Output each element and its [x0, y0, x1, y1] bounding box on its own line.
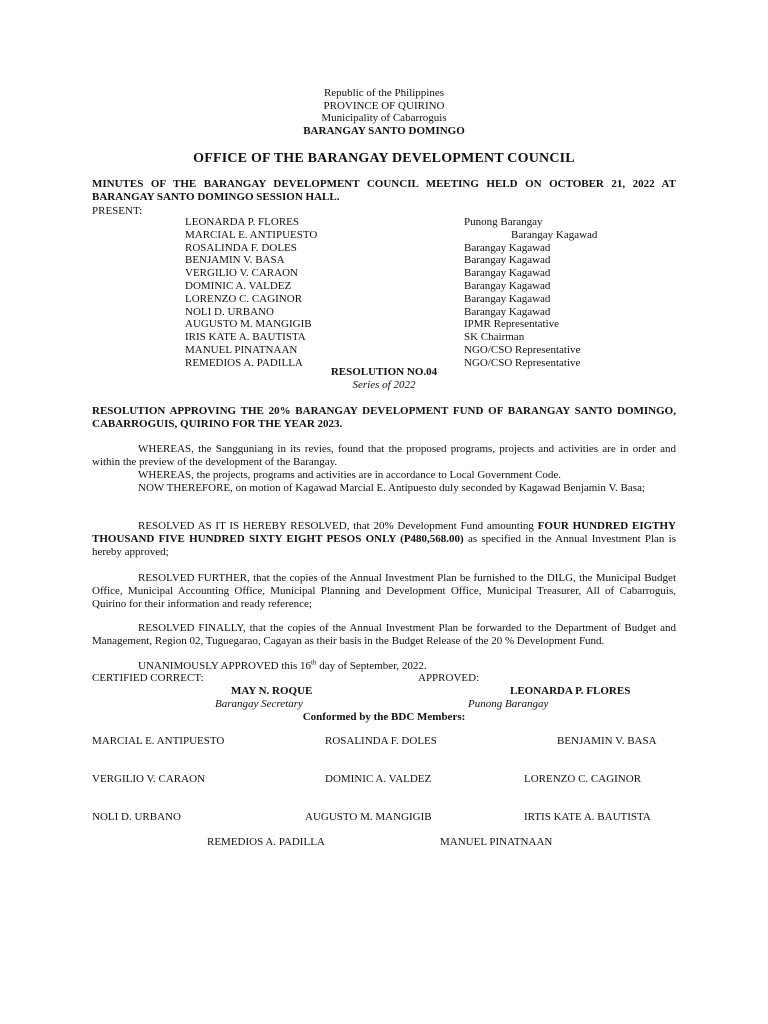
- attendee-name: IRIS KATE A. BAUTISTA: [185, 331, 306, 344]
- resolved-1-tail: as specified in the Annual Investment Plan is hereby approved;: [92, 532, 676, 558]
- office-title: OFFICE OF THE BARANGAY DEVELOPMENT COUNCIL: [193, 151, 575, 166]
- resolved-paragraph-2: RESOLVED FURTHER, that the copies of the Annual Investment Plan be furnished to the DILG, the Municipal Budget Office, Municipal Accounting Office, Municipal Planning and Development Office, Municipal Treasurer, All of Cabarroguis, Quirino for their information and ready reference;: [92, 572, 676, 610]
- approved-label: APPROVED:: [418, 672, 480, 684]
- member-signatory: MANUEL PINATNAAN: [440, 836, 553, 848]
- resolution-title: RESOLUTION APPROVING THE 20% BARANGAY DEVELOPMENT FUND OF BARANGAY SANTO DOMINGO, CABARROGUIS, QUIRINO FOR THE YEAR 2023.: [92, 405, 676, 430]
- attendee-position: IPMR Representative: [464, 318, 560, 331]
- resolved-paragraph-3: RESOLVED FINALLY, that the copies of the Annual Investment Plan be forwarded to the Department of Budget and Management, Region 02, Tuguegarao, Cagayan as their basis in the Budget Release of the 20 % Development Fund.: [92, 622, 676, 647]
- punong-barangay-name: LEONARDA P. FLORES: [510, 685, 631, 697]
- punong-barangay-title: Punong Barangay: [468, 698, 549, 710]
- resolved-1-amount: FOUR HUNDRED EIGTHY THOUSAND FIVE HUNDRED SIXTY EIGHT PESOS ONLY (P480,568.00): [92, 520, 676, 545]
- member-signatory: BENJAMIN V. BASA: [557, 735, 657, 747]
- attendee-row: [185, 229, 605, 242]
- attendee-position: Barangay Kagawad: [464, 241, 551, 254]
- approved-superscript: th: [310, 658, 317, 667]
- attendee-row: [185, 267, 605, 280]
- attendee-position: Barangay Kagawad: [464, 292, 551, 305]
- attendee-name: MARCIAL E. ANTIPUESTO: [185, 228, 318, 241]
- province-line: PROVINCE OF QUIRINO: [323, 99, 445, 112]
- attendee-name: LORENZO C. CAGINOR: [185, 292, 303, 305]
- attendee-row: [185, 306, 605, 319]
- attendees-list: [185, 216, 605, 370]
- approved-text: UNANIMOUSLY APPROVED this 16: [138, 660, 311, 672]
- attendee-name: LEONARDA P. FLORES: [185, 216, 299, 228]
- approved-line: [92, 660, 676, 673]
- present-label: PRESENT:: [92, 205, 143, 217]
- attendee-row: [185, 318, 605, 331]
- attendee-row: [185, 293, 605, 306]
- member-signatory: AUGUSTO M. MANGIGIB: [305, 811, 432, 823]
- attendee-position: SK Chairman: [464, 331, 525, 344]
- attendee-position: Punong Barangay: [464, 216, 543, 228]
- member-signatory: NOLI D. URBANO: [92, 811, 181, 823]
- resolved-1-text: RESOLVED AS IT IS HEREBY RESOLVED, that 20% Development Fund amounting: [138, 520, 538, 532]
- whereas-paragraph-2: WHEREAS, the projects, programs and activities are in accordance to Local Government Code.: [138, 469, 562, 481]
- now-therefore-paragraph: NOW THEREFORE, on motion of Kagawad Marcial E. Antipuesto duly seconded by Kagawad Benjamin V. Basa;: [138, 482, 645, 494]
- attendee-name: ROSALINDA F. DOLES: [185, 241, 297, 254]
- member-signatory: REMEDIOS A. PADILLA: [207, 836, 325, 848]
- resolved-paragraph-1: [92, 520, 676, 558]
- member-signatory: LORENZO C. CAGINOR: [524, 773, 642, 785]
- attendee-position: NGO/CSO Representative: [464, 343, 581, 356]
- member-signatory: IRTIS KATE A. BAUTISTA: [524, 811, 651, 823]
- attendee-row: [185, 344, 605, 357]
- approved-tail: day of September, 2022.: [316, 660, 427, 672]
- attendee-name: AUGUSTO M. MANGIGIB: [185, 318, 312, 331]
- attendee-name: BENJAMIN V. BASA: [185, 254, 285, 267]
- attendee-position: Barangay Kagawad: [464, 305, 551, 318]
- attendee-position: Barangay Kagawad: [464, 267, 551, 280]
- attendee-name: DOMINIC A. VALDEZ: [185, 279, 292, 292]
- attendee-row: [185, 280, 605, 293]
- republic-line: Republic of the Philippines: [323, 87, 445, 99]
- attendee-row: [185, 331, 605, 344]
- secretary-name: MAY N. ROQUE: [231, 685, 313, 697]
- attendee-position: Barangay Kagawad: [464, 279, 551, 292]
- member-signatory: VERGILIO V. CARAON: [92, 773, 205, 785]
- series-line: Series of 2022: [352, 379, 416, 391]
- attendee-row: [185, 254, 605, 267]
- member-signatory: MARCIAL E. ANTIPUESTO: [92, 735, 225, 747]
- whereas-paragraph-1: WHEREAS, the Sangguniang in its revies, found that the proposed programs, projects and activities are in order and within the preview of the development of the Barangay.: [92, 443, 676, 468]
- attendee-row: [185, 242, 605, 255]
- barangay-line: BARANGAY SANTO DOMINGO: [303, 124, 465, 137]
- resolution-number: RESOLUTION NO.04: [330, 366, 438, 378]
- member-signatory: DOMINIC A. VALDEZ: [325, 773, 432, 785]
- certified-label: CERTIFIED CORRECT:: [92, 672, 204, 684]
- attendee-name: VERGILIO V. CARAON: [185, 267, 298, 280]
- attendee-position: Barangay Kagawad: [511, 228, 598, 241]
- letterhead: [0, 87, 768, 137]
- attendee-position: Barangay Kagawad: [464, 254, 551, 267]
- member-signatory: ROSALINDA F. DOLES: [325, 735, 437, 747]
- municipality-line: Municipality of Cabarroguis: [321, 112, 447, 124]
- attendee-name: NOLI D. URBANO: [185, 305, 274, 318]
- conformed-label: Conformed by the BDC Members:: [302, 711, 466, 723]
- attendee-position: NGO/CSO Representative: [464, 356, 581, 369]
- attendee-row: [185, 216, 605, 229]
- secretary-title: Barangay Secretary: [215, 698, 303, 710]
- minutes-title: MINUTES OF THE BARANGAY DEVELOPMENT COUNCIL MEETING HELD ON OCTOBER 21, 2022 AT BARANGAY SANTO DOMINGO SESSION HALL.: [92, 178, 676, 203]
- attendee-name: REMEDIOS A. PADILLA: [185, 356, 303, 369]
- attendee-name: MANUEL PINATNAAN: [185, 343, 298, 356]
